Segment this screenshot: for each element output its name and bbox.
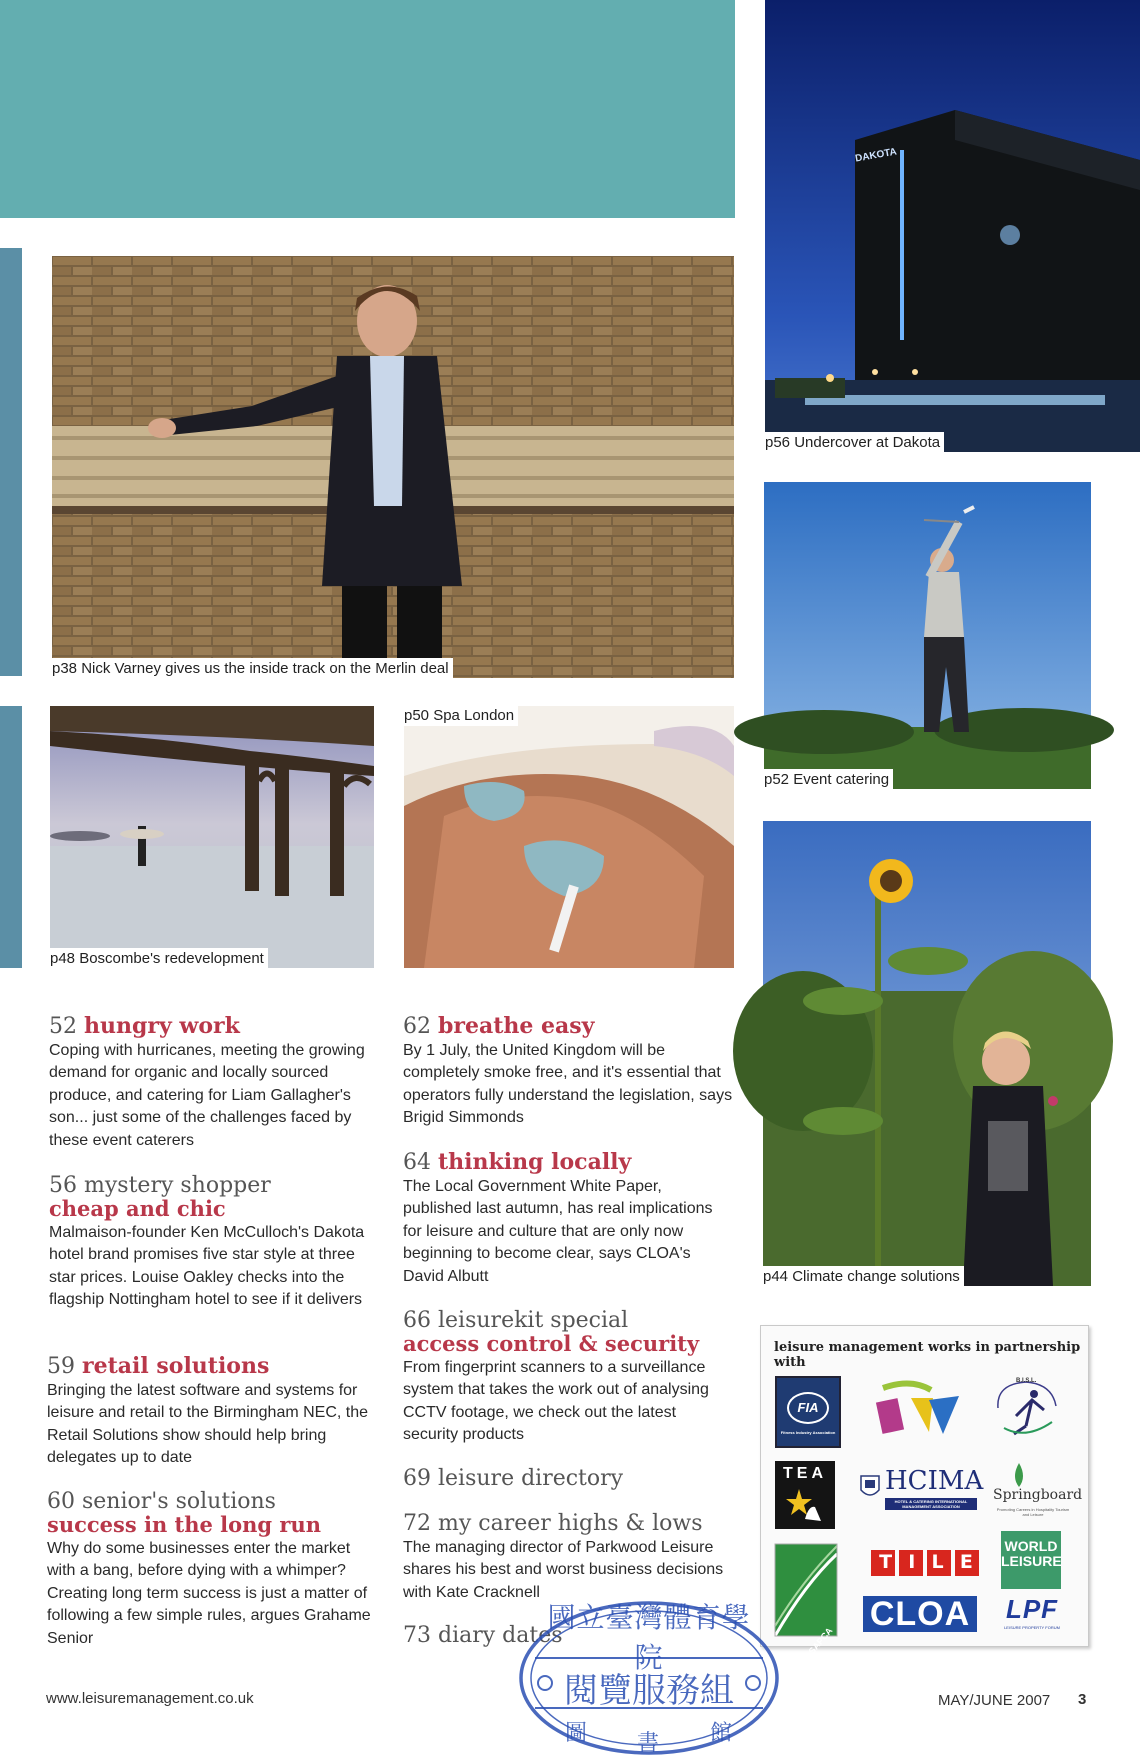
tea-logo: TEA xyxy=(775,1461,835,1529)
caption-merlin: p38 Nick Varney gives us the inside track on the Merlin deal xyxy=(52,658,453,678)
caption-golf: p52 Event catering xyxy=(764,769,893,789)
merlin-photo xyxy=(52,256,734,678)
entry-kicker: my career highs & lows xyxy=(438,1511,703,1536)
entry-title: hungry work xyxy=(84,1013,240,1039)
entry-number: 52 xyxy=(49,1014,77,1039)
entry-body: The managing director of Parkwood Leisure shares his best and worst business decisions with Kate Cracknell xyxy=(403,1539,724,1601)
golf-photo xyxy=(764,482,1091,789)
toc-entry-64[interactable] xyxy=(403,1151,733,1288)
toc-entry-69[interactable] xyxy=(403,1467,733,1490)
entry-kicker: mystery shopper xyxy=(84,1173,271,1198)
footer-date: MAY/JUNE 2007 xyxy=(938,1692,1051,1709)
entry-kicker: leisurekit special xyxy=(438,1308,629,1333)
dakota-photo xyxy=(765,0,1140,452)
entry-body: Coping with hurricanes, meeting the growing demand for organic and locally sourced produce, and catering for Liam Gallagher's son... just some of the challenges faced by these event caterers xyxy=(49,1042,365,1149)
stamp-top-text: 國立臺灣體育學院 xyxy=(547,1601,751,1674)
entry-body: From fingerprint scanners to a surveillance system that takes the work out of analysing CCTV footage, we check out the latest security products xyxy=(403,1359,709,1444)
sidebar-bar-lower xyxy=(0,706,22,968)
tile-letter: I xyxy=(908,1551,916,1573)
sapca-logo: SAPCA xyxy=(775,1544,837,1636)
entry-body: By 1 July, the United Kingdom will be completely smoke free, and it's essential that operators fully understand the legislation, says Brigid Simmonds xyxy=(403,1042,733,1127)
sidebar-bar-upper xyxy=(0,248,22,676)
fia-logo: FIA Fitness Industry Association xyxy=(775,1376,841,1448)
partners-heading: leisure management works in partnership with xyxy=(774,1340,1081,1370)
entry-kicker: senior's solutions xyxy=(82,1489,276,1514)
entry-title: cheap and chic xyxy=(49,1196,226,1221)
lpf-logo: LPF LEISURE PROPERTY FORUM xyxy=(1004,1594,1060,1630)
boscombe-photo xyxy=(50,706,374,968)
liw-logo xyxy=(871,1378,961,1440)
entry-number: 59 xyxy=(47,1354,75,1379)
dakota-sign: DAKOTA xyxy=(854,146,898,165)
caption-boscombe: p48 Boscombe's redevelopment xyxy=(50,948,268,968)
tile-letter: E xyxy=(959,1551,973,1573)
entry-title: thinking locally xyxy=(438,1149,632,1175)
tile-letter: L xyxy=(931,1551,944,1573)
entry-body: The Local Government White Paper, published last autumn, has real implications for leisure and culture that are only now beginning to become clear, says CLOA's David Albutt xyxy=(403,1178,713,1285)
entry-number: 56 xyxy=(49,1173,77,1198)
spa-photo xyxy=(404,706,734,968)
toc-entry-52[interactable] xyxy=(49,1015,379,1152)
tile-letter: T xyxy=(879,1551,893,1573)
stamp-bottom-center: 書 xyxy=(637,1730,660,1755)
top-color-block xyxy=(0,0,735,218)
toc-entry-60[interactable] xyxy=(47,1490,377,1650)
hcima-logo: HCIMA HOTEL & CATERING INTERNATIONAL MANAGEMENT ASSOCIATION xyxy=(857,1458,977,1528)
cloa-logo: CLOA xyxy=(857,1594,983,1642)
entry-number: 73 xyxy=(403,1623,431,1648)
toc-entry-62[interactable] xyxy=(403,1015,733,1130)
entry-title: access control & security xyxy=(403,1331,700,1356)
springboard-logo: Springboard Promoting Careers in Hospitality Tourism and Leisure xyxy=(993,1461,1073,1527)
entry-body: Why do some businesses enter the market with a bang, before dying with a whimper? Creating long term success is just a matter of following a few simple rules, argues Grahame Senior xyxy=(47,1540,371,1647)
footer-url[interactable]: www.leisuremanagement.co.uk xyxy=(46,1690,254,1707)
entry-body: Bringing the latest software and systems for leisure and retail to the Birmingham NEC, the Retail Solutions show should help bring delegates up to date xyxy=(47,1382,369,1467)
entry-title: breathe easy xyxy=(438,1013,595,1039)
world-leisure-logo: WORLD LEISURE xyxy=(1001,1531,1061,1589)
entry-number: 69 xyxy=(403,1466,431,1491)
toc-entry-59[interactable] xyxy=(47,1355,377,1470)
entry-kicker: leisure directory xyxy=(438,1466,624,1491)
stamp-middle-text: 閱覽服務組 xyxy=(564,1671,734,1711)
partners-box xyxy=(760,1325,1089,1657)
caption-dakota: p56 Undercover at Dakota xyxy=(765,432,944,452)
library-stamp xyxy=(515,1580,783,1754)
climate-photo xyxy=(763,821,1091,1286)
bisl-logo: B.I.S.L. xyxy=(986,1376,1066,1444)
page-number: 3 xyxy=(1078,1691,1087,1708)
entry-number: 60 xyxy=(47,1489,75,1514)
entry-body: Malmaison-founder Ken McCulloch's Dakota hotel brand promises five star style at three star prices. Louise Oakley checks into the flagship Nottingham hotel to see if it delivers xyxy=(49,1224,365,1309)
entry-title: retail solutions xyxy=(82,1353,270,1379)
stamp-bottom-right: 館 xyxy=(710,1720,733,1745)
tile-logo xyxy=(871,1548,981,1578)
caption-climate: p44 Climate change solutions xyxy=(763,1266,964,1286)
toc-entry-56[interactable] xyxy=(49,1174,379,1312)
stamp-bottom-left: 圖 xyxy=(565,1720,588,1745)
entry-number: 72 xyxy=(403,1511,431,1536)
entry-title: success in the long run xyxy=(47,1512,322,1537)
entry-kicker: diary dates xyxy=(438,1623,563,1648)
toc-entry-66[interactable] xyxy=(403,1309,733,1447)
entry-number: 62 xyxy=(403,1014,431,1039)
entry-number: 64 xyxy=(403,1150,431,1175)
entry-number: 66 xyxy=(403,1308,431,1333)
caption-spa: p50 Spa London xyxy=(404,706,518,726)
